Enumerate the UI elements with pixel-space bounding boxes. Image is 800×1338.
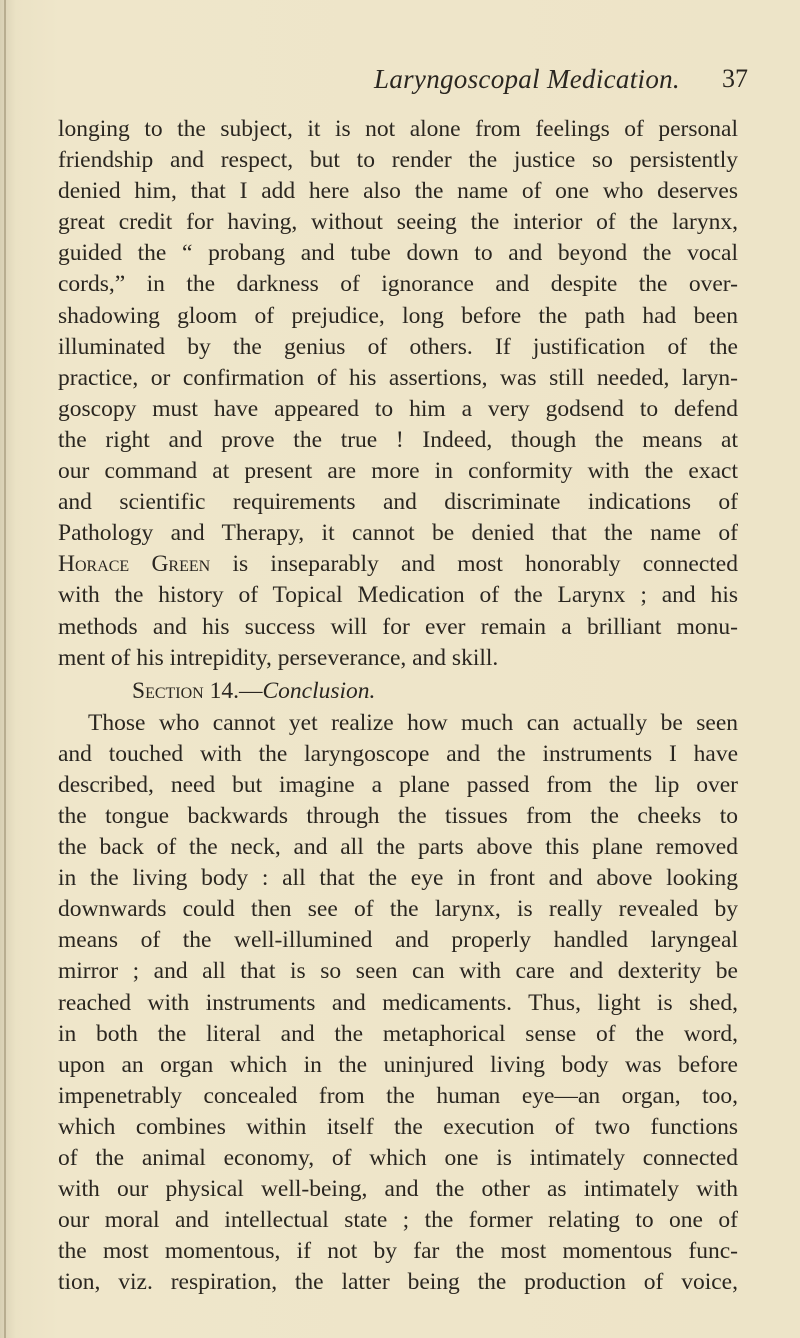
paragraph-1 [58,114,738,674]
text-line: the tongue backwards through the tissues from the cheeks to [58,802,738,829]
page-number: 37 [722,64,748,93]
running-head [0,60,800,100]
text-line: impenetrably concealed from the human eye—an organ, too, [58,1082,738,1109]
running-head-title: Laryngoscopal Medication. [374,64,680,94]
text-line: illuminated by the genius of others. If justification of the [58,333,738,360]
text-line: our moral and intellectual state ; the former relating to one of [58,1207,738,1234]
text-line: which combines within itself the execution of two functions [58,1113,738,1140]
text-line: guided the “ probang and tube down to and beyond the vocal [58,240,738,267]
text-line: and touched with the laryngoscope and the instruments I have [58,740,738,767]
text-line: our command at present are more in conformity with the exact [58,458,738,485]
text-line: friendship and respect, but to render the justice so persistently [58,147,738,174]
section-number: 14.— [209,677,263,704]
person-name: Horace Green [58,551,211,578]
body-text [58,114,738,1298]
page-gutter [4,0,6,1338]
text-line: described, need but imagine a plane passed from the lip over [58,771,738,798]
text-line: downwards could then see of the larynx, is really revealed by [58,896,738,923]
text-line: great credit for having, without seeing the interior of the larynx, [58,209,738,236]
text-line: longing to the subject, it is not alone from feelings of personal [58,116,738,142]
text-line: the most momentous, if not by far the most momentous func- [58,1238,738,1265]
text-line: with our physical well-being, and the other as intimately with [58,1176,738,1203]
text-line: upon an organ which in the uninjured living body was before [58,1051,738,1078]
text-line: methods and his success will for ever remain a brilliant monu- [58,613,738,640]
text-line: means of the well-illumined and properly handled laryngeal [58,927,738,954]
text-line: cords,” in the darkness of ignorance and despite the over- [58,271,738,298]
text-line: the right and prove the true ! Indeed, though the means at [58,426,738,453]
text-line-with-name [58,549,738,580]
text-line: tion, viz. respiration, the latter being the production of voice, [58,1269,738,1296]
text-line: Pathology and Therapy, it cannot be denied that the name of [58,520,738,547]
text-line: mirror ; and all that is so seen can with care and dexterity be [58,958,738,985]
text-line: goscopy must have appeared to him a very godsend to defend [58,395,738,422]
text-line: in both the literal and the metaphorical sense of the word, [58,1020,738,1047]
text-line: denied him, that I add here also the name of one who deserves [58,178,738,205]
text-line: the back of the neck, and all the parts above this plane removed [58,834,738,861]
text-line: reached with instruments and medicaments. Thus, light is shed, [58,989,738,1016]
paragraph-2 [58,708,738,1299]
section-title: Conclusion. [262,677,376,704]
text-line: Those who cannot yet realize how much can actually be seen [88,709,738,736]
text-line: in the living body : all that the eye in front and above looking [58,865,738,892]
section-label: Section [132,677,204,704]
text-line: ment of his intrepidity, perseverance, and skill. [58,644,499,671]
text-fragment: is inseparably and most honorably connected [210,551,738,578]
section-heading [58,674,738,708]
text-line: and scientific requirements and discriminate indications of [58,489,738,516]
text-line: of the animal economy, of which one is intimately connected [58,1145,738,1171]
text-line: practice, or confirmation of his assertions, was still needed, laryn- [58,364,738,391]
text-line: shadowing gloom of prejudice, long before the path had been [58,302,738,329]
text-line: with the history of Topical Medication of the Larynx ; and his [58,582,738,609]
